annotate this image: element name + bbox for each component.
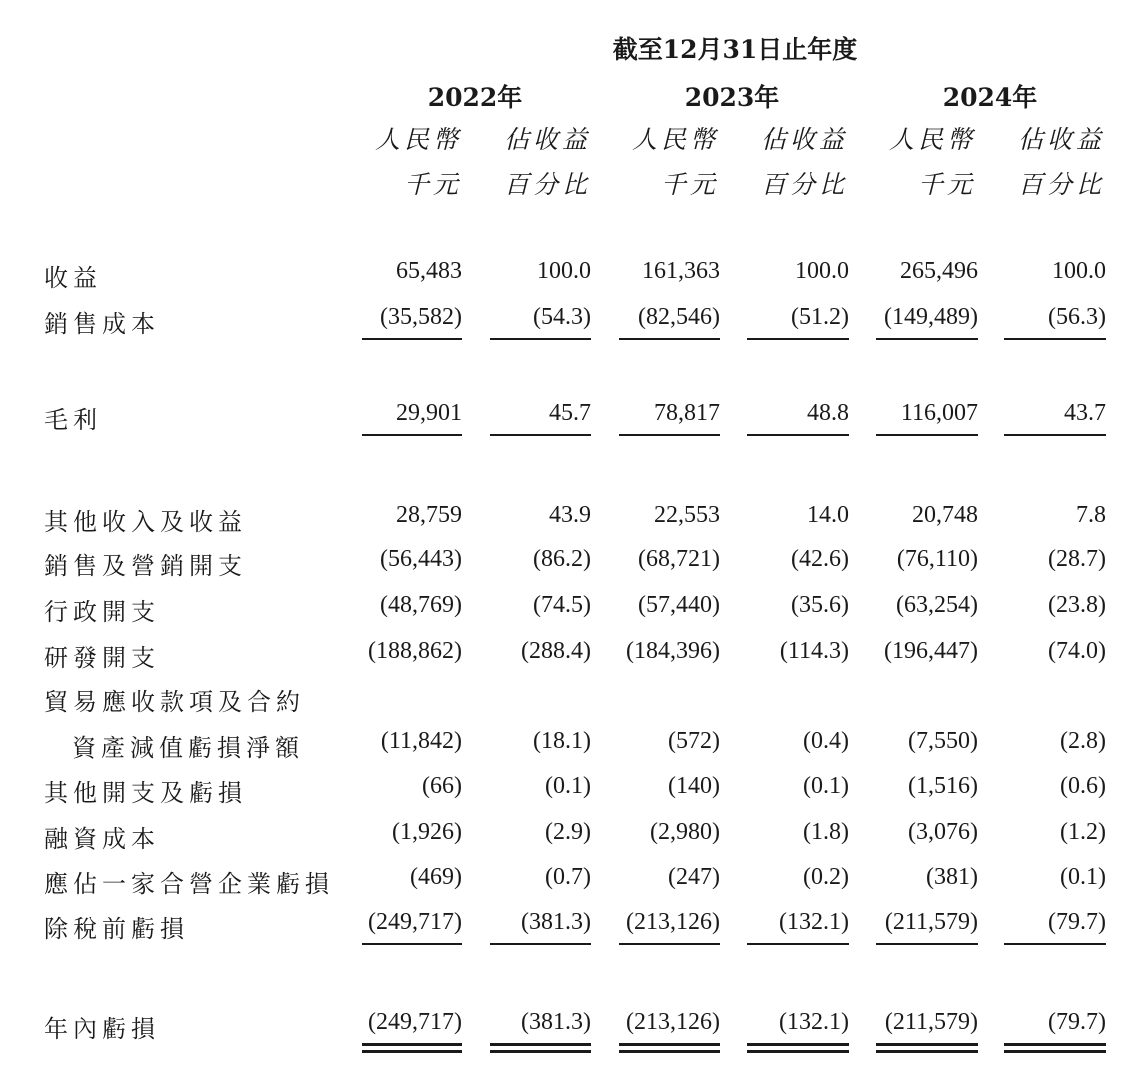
amount-cell: 116,007 [900,400,978,426]
year-heading-2024: 2024年 [942,83,1038,112]
amount-cell: 65,483 [396,258,462,284]
amount-cell: (211,579) [884,909,978,935]
amount-cell: (188,862) [368,638,462,664]
percent-cell: (0.6) [1060,773,1106,799]
amount-cell: (66) [422,773,462,799]
amount-cell: (381) [926,864,978,890]
double-underline-rule [876,1050,978,1053]
percent-cell: 45.7 [549,400,591,426]
single-underline-rule [747,338,849,340]
amount-cell: (2,980) [650,819,720,845]
col-header-rmb-line2: 千元 [917,170,976,199]
amount-cell: (213,126) [626,909,720,935]
amount-cell: (247) [668,864,720,890]
period-heading: 截至12月31日止年度 [612,35,858,64]
amount-cell: (196,447) [884,638,978,664]
amount-cell: (57,440) [638,592,720,618]
percent-cell: (0.1) [545,773,591,799]
percent-cell: 100.0 [1052,258,1106,284]
amount-cell: (140) [668,773,720,799]
double-underline-rule [619,1043,720,1046]
amount-cell: 78,817 [654,400,720,426]
single-underline-rule [876,943,978,945]
percent-cell: (0.1) [1060,864,1106,890]
percent-cell: (42.6) [791,546,849,572]
amount-cell: (249,717) [368,909,462,935]
percent-cell: (54.3) [533,304,591,330]
amount-cell: (35,582) [380,304,462,330]
col-header-rmb-line1: 人民幣 [888,125,976,154]
single-underline-rule [490,434,591,436]
amount-cell: (213,126) [626,1009,720,1035]
col-header-pct-line1: 佔收益 [1017,125,1105,154]
single-underline-rule [490,943,591,945]
amount-cell: (469) [410,864,462,890]
amount-cell: 29,901 [396,400,462,426]
single-underline-rule [362,434,462,436]
percent-cell: (132.1) [779,1009,849,1035]
percent-cell: (18.1) [533,728,591,754]
double-underline-rule [490,1050,591,1053]
percent-cell: 48.8 [807,400,849,426]
col-header-pct-line2: 百分比 [1017,170,1105,199]
percent-cell: 100.0 [795,258,849,284]
amount-cell: (48,769) [380,592,462,618]
row-label: 研發開支 [44,644,160,672]
amount-cell: (1,516) [908,773,978,799]
amount-cell: 265,496 [900,258,978,284]
percent-cell: (74.5) [533,592,591,618]
percent-cell: (381.3) [521,1009,591,1035]
year-heading-2023: 2023年 [684,83,780,112]
col-header-pct-line2: 百分比 [503,170,591,199]
double-underline-rule [747,1043,849,1046]
row-label: 銷售及營銷開支 [44,552,247,580]
percent-cell: (74.0) [1048,638,1106,664]
single-underline-rule [1004,943,1106,945]
single-underline-rule [747,434,849,436]
single-underline-rule [490,338,591,340]
percent-cell: (51.2) [791,304,849,330]
percent-cell: (0.4) [803,728,849,754]
row-label: 銷售成本 [44,310,160,338]
row-label: 其他收入及收益 [44,508,247,536]
amount-cell: (184,396) [626,638,720,664]
col-header-pct-line2: 百分比 [760,170,848,199]
double-underline-rule [1004,1043,1106,1046]
amount-cell: (3,076) [908,819,978,845]
amount-cell: (56,443) [380,546,462,572]
row-label: 資產減值虧損淨額 [72,734,304,762]
col-header-rmb-line1: 人民幣 [631,125,719,154]
amount-cell: 20,748 [912,502,978,528]
col-header-rmb-line2: 千元 [660,170,719,199]
percent-cell: (132.1) [779,909,849,935]
amount-cell: (149,489) [884,304,978,330]
single-underline-rule [619,434,720,436]
percent-cell: (1.8) [803,819,849,845]
double-underline-rule [619,1050,720,1053]
single-underline-rule [747,943,849,945]
amount-cell: (7,550) [908,728,978,754]
row-label: 毛利 [44,406,102,434]
percent-cell: 100.0 [537,258,591,284]
percent-cell: 7.8 [1076,502,1106,528]
percent-cell: (79.7) [1048,909,1106,935]
col-header-rmb-line1: 人民幣 [374,125,462,154]
percent-cell: (1.2) [1060,819,1106,845]
amount-cell: (68,721) [638,546,720,572]
col-header-pct-line1: 佔收益 [503,125,591,154]
percent-cell: (288.4) [521,638,591,664]
percent-cell: (28.7) [1048,546,1106,572]
percent-cell: (79.7) [1048,1009,1106,1035]
single-underline-rule [1004,338,1106,340]
amount-cell: (211,579) [884,1009,978,1035]
percent-cell: (56.3) [1048,304,1106,330]
amount-cell: 161,363 [642,258,720,284]
row-label: 應佔一家合營企業虧損 [44,870,334,898]
double-underline-rule [362,1050,462,1053]
amount-cell: (82,546) [638,304,720,330]
col-header-rmb-line2: 千元 [403,170,462,199]
percent-cell: 43.9 [549,502,591,528]
row-label: 其他開支及虧損 [44,779,247,807]
percent-cell: (23.8) [1048,592,1106,618]
percent-cell: (2.8) [1060,728,1106,754]
percent-cell: (2.9) [545,819,591,845]
percent-cell: (0.7) [545,864,591,890]
single-underline-rule [362,943,462,945]
percent-cell: 43.7 [1064,400,1106,426]
amount-cell: (76,110) [896,546,978,572]
row-label: 年內虧損 [44,1015,160,1043]
year-heading-2022: 2022年 [427,83,523,112]
row-label: 融資成本 [44,825,160,853]
percent-cell: (0.2) [803,864,849,890]
amount-cell: (11,842) [380,728,462,754]
double-underline-rule [490,1043,591,1046]
double-underline-rule [1004,1050,1106,1053]
percent-cell: (114.3) [779,638,849,664]
row-label: 除稅前虧損 [44,915,189,943]
amount-cell: 28,759 [396,502,462,528]
col-header-pct-line1: 佔收益 [760,125,848,154]
single-underline-rule [876,338,978,340]
single-underline-rule [362,338,462,340]
single-underline-rule [619,338,720,340]
amount-cell: (1,926) [392,819,462,845]
amount-cell: 22,553 [654,502,720,528]
percent-cell: (381.3) [521,909,591,935]
single-underline-rule [619,943,720,945]
double-underline-rule [747,1050,849,1053]
single-underline-rule [1004,434,1106,436]
double-underline-rule [876,1043,978,1046]
percent-cell: (35.6) [791,592,849,618]
single-underline-rule [876,434,978,436]
row-label: 行政開支 [44,598,160,626]
percent-cell: (86.2) [533,546,591,572]
amount-cell: (63,254) [896,592,978,618]
row-label: 貿易應收款項及合約 [44,688,305,716]
row-label: 收益 [44,264,102,292]
percent-cell: (0.1) [803,773,849,799]
amount-cell: (249,717) [368,1009,462,1035]
double-underline-rule [362,1043,462,1046]
amount-cell: (572) [668,728,720,754]
percent-cell: 14.0 [807,502,849,528]
